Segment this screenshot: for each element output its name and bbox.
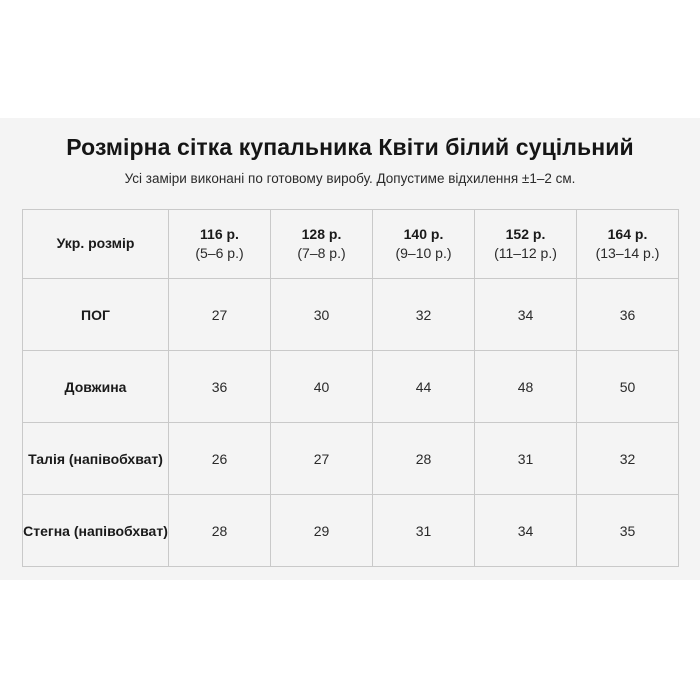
size-label: 152 р.	[505, 226, 546, 242]
size-header-cell	[169, 210, 271, 279]
table-cell: 32	[373, 279, 475, 351]
row-label: ПОГ	[23, 279, 169, 351]
table-row	[23, 279, 679, 351]
size-header-cell	[271, 210, 373, 279]
page-title: Розмірна сітка купальника Квіти білий суцільний	[66, 134, 634, 160]
table-cell: 28	[169, 495, 271, 567]
table-cell: 26	[169, 423, 271, 495]
row-label: Талія (напівобхват)	[23, 423, 169, 495]
size-label: 140 р.	[403, 226, 444, 242]
corner-header-cell	[23, 210, 169, 279]
table-cell: 30	[271, 279, 373, 351]
size-header-cell	[373, 210, 475, 279]
row-label: Стегна (напівобхват)	[23, 495, 169, 567]
table-cell: 28	[373, 423, 475, 495]
table-header-row	[23, 210, 679, 279]
page-subtitle: Усі заміри виконані по готовому виробу. Допустиме відхилення ±1–2 см.	[124, 171, 576, 186]
corner-label: Укр. розмір	[56, 235, 135, 251]
table-cell: 44	[373, 351, 475, 423]
table-cell: 36	[577, 279, 679, 351]
table-row	[23, 351, 679, 423]
table-cell: 29	[271, 495, 373, 567]
table-cell: 40	[271, 351, 373, 423]
size-label: 116 р.	[200, 226, 239, 242]
table-cell: 34	[475, 495, 577, 567]
row-label: Довжина	[23, 351, 169, 423]
table-row	[23, 423, 679, 495]
table-cell: 32	[577, 423, 679, 495]
table-cell: 36	[169, 351, 271, 423]
size-label: 164 р.	[607, 226, 648, 242]
table-cell: 31	[475, 423, 577, 495]
size-header-cell	[577, 210, 679, 279]
table-cell: 50	[577, 351, 679, 423]
table-cell: 31	[373, 495, 475, 567]
size-label: 128 р.	[301, 226, 342, 242]
table-cell: 34	[475, 279, 577, 351]
age-label: (5–6 р.)	[195, 245, 244, 261]
age-label: (7–8 р.)	[297, 245, 346, 261]
table-row	[23, 495, 679, 567]
table-cell: 35	[577, 495, 679, 567]
age-label: (9–10 р.)	[395, 245, 452, 261]
age-label: (13–14 р.)	[595, 245, 660, 261]
table-cell: 27	[271, 423, 373, 495]
table-cell: 27	[169, 279, 271, 351]
table-cell: 48	[475, 351, 577, 423]
size-chart-table	[22, 209, 679, 567]
size-header-cell	[475, 210, 577, 279]
age-label: (11–12 р.)	[494, 245, 557, 261]
